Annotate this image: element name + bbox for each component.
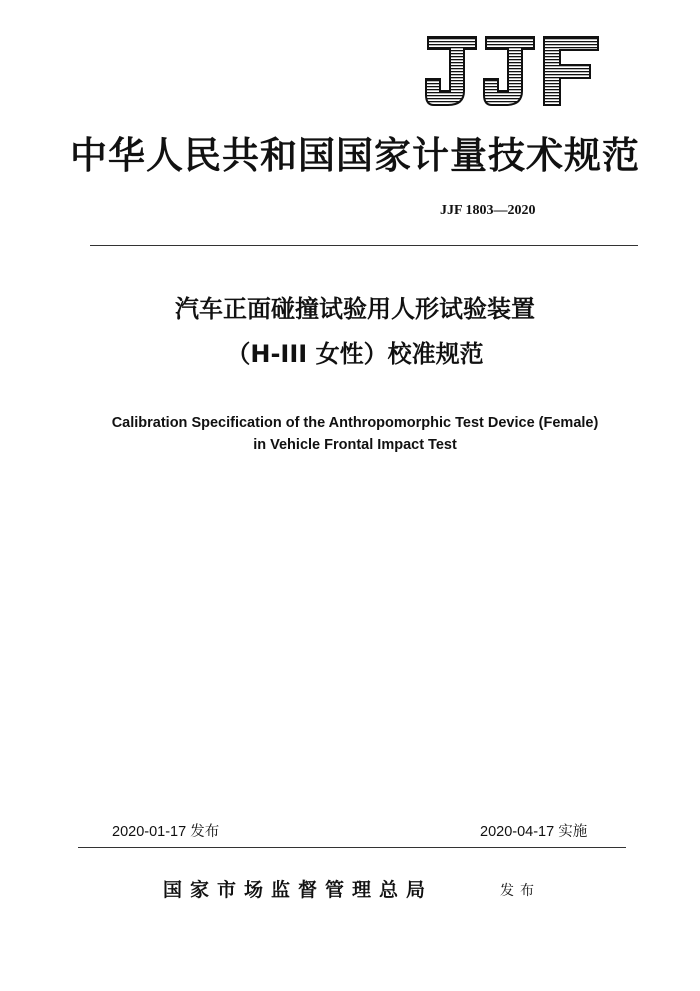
title-en-line-2: in Vehicle Frontal Impact Test: [253, 437, 457, 453]
implementation-date: 2020-04-17 实施: [480, 824, 588, 840]
standard-number: JJF 1803—2020: [440, 203, 536, 218]
jjf-logo: [424, 35, 600, 107]
issuer-name: 国家市场监督管理总局: [163, 879, 434, 901]
header-title: 中华人民共和国国家计量技术规范: [70, 133, 640, 177]
title-cn-line-1: 汽车正面碰撞试验用人形试验装置: [175, 295, 535, 323]
title-cn-line-2: （H-III 女性）校准规范: [226, 340, 484, 368]
issue-date: 2020-01-17 发布: [112, 824, 220, 840]
top-divider: [90, 245, 638, 246]
title-en-line-1: Calibration Specification of the Anthropomorphic Test Device (Female): [111, 415, 599, 431]
bottom-divider: [78, 847, 626, 848]
issuer-suffix: 发布: [500, 883, 540, 899]
